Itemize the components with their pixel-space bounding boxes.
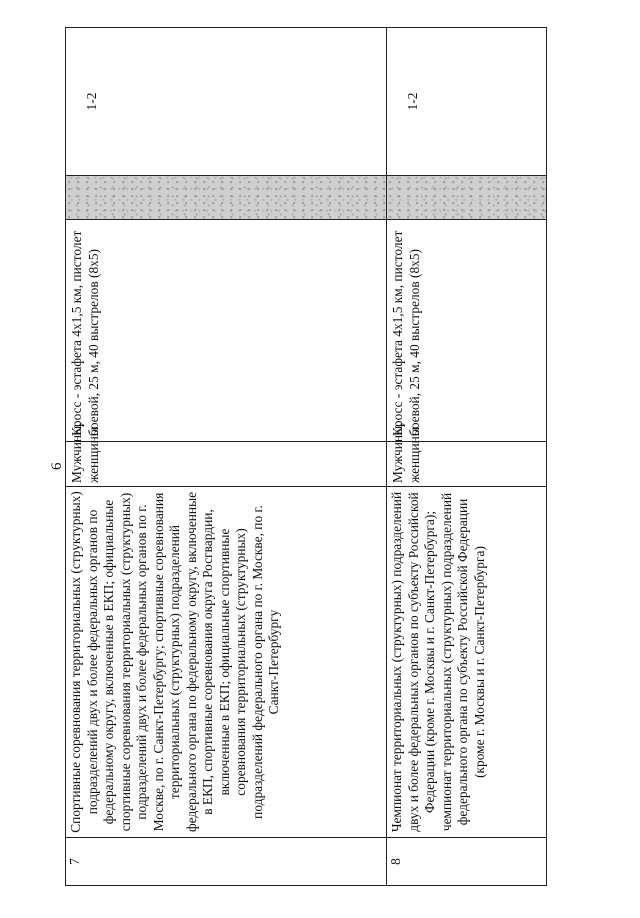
row-number: 8 bbox=[387, 838, 547, 886]
table-row bbox=[66, 28, 387, 886]
competitions-table bbox=[65, 27, 547, 886]
program: Кросс - эстафета 4х1,5 км, пистолет боевой, 25 м, 40 выстрелов (8х5) bbox=[66, 220, 387, 442]
table-row bbox=[387, 28, 547, 886]
shaded-cell bbox=[66, 176, 387, 220]
shaded-cell bbox=[387, 176, 547, 220]
participants: Мужчины, женщины bbox=[66, 442, 387, 487]
count: 1-2 bbox=[387, 28, 547, 176]
participants: Мужчины, женщины bbox=[387, 442, 547, 487]
page-number: 6 bbox=[49, 462, 65, 470]
competition-name: Чемпионат территориальных (структурных) подразделений двух и более федеральных органов по субъекту Российской Федерации (кроме г. Москвы и г. Санкт-Петербурга); чемпионат территориальных (структурных) подразделений федерального органа по субъекту Российской Федерации (кроме г. Москвы и г. Санкт-Петербурга) bbox=[387, 487, 547, 838]
program: Кросс - эстафета 4х1,5 км, пистолет боевой, 25 м, 40 выстрелов (8х5) bbox=[387, 220, 547, 442]
row-number: 7 bbox=[66, 838, 387, 886]
competition-name: Спортивные соревнования территориальных (структурных) подразделений двух и более федеральных органов по федеральному округу, включенные в ЕКП; официальные спортивные соревнования территориальных (структурных) подразделений двух и более федеральных органов по г. Москве, по г. Санкт-Петербургу; спортивные соревнования территориальных (структурных) подразделений федерального органа по федеральному округу, включенные в ЕКП, спортивные соревнования округа Росгвардии, включенные в ЕКП; официальные спортивные соревнования территориальных (структурных) подразделений федерального органа по г. Москве, по г. Санкт-Петербургу bbox=[66, 487, 387, 838]
count: 1-2 bbox=[66, 28, 387, 176]
